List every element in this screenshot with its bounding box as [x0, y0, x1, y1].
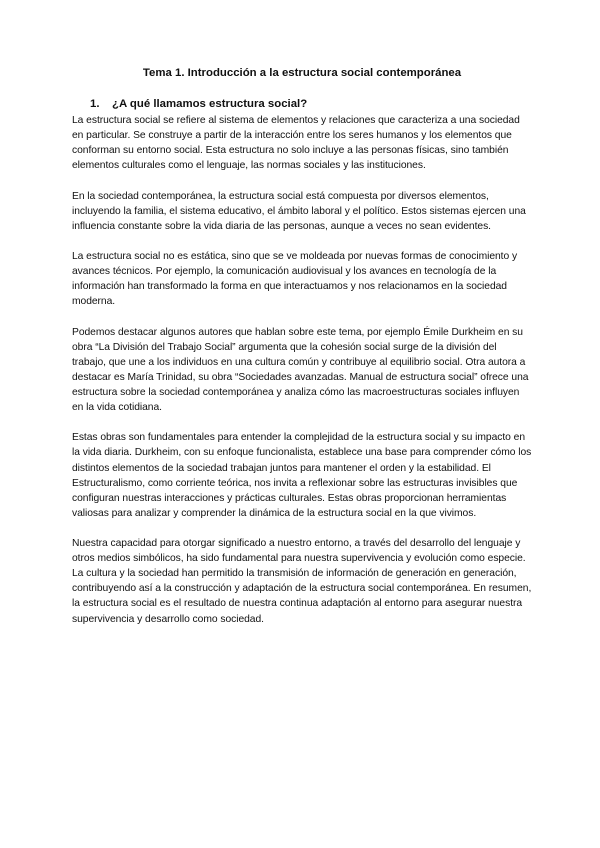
document-page — [72, 66, 532, 642]
paragraph-1: La estructura social se refiere al sistema de elementos y relaciones que caracteriza a una sociedad en particular. Se construye a partir de la interacción entre los seres humanos y los elementos que conforman su entorno social. Esta estructura no solo incluye a las personas físicas, sino también elementos culturales como el lenguaje, las normas sociales y las instituciones. — [72, 115, 520, 172]
paragraph-5: Estas obras son fundamentales para entender la complejidad de la estructura social y su impacto en la vida diaria. Durkheim, con su enfoque funcionalista, establece una base para comprender cómo los distintos elementos de la sociedad trabajan juntos para mantener el orden y la estabilidad. El Estructuralismo, como corriente teórica, nos invita a reflexionar sobre las estructuras invisibles que configuran nuestras interacciones y prácticas culturales. Estas obras proporcionan herramientas valiosas para analizar y comprender la dinámica de la estructura social en la que vivimos. — [72, 432, 532, 519]
document-title: Tema 1. Introducción a la estructura social contemporánea — [142, 67, 462, 79]
paragraph-4: Podemos destacar algunos autores que hablan sobre este tema, por ejemplo Émile Durkheim en su obra “La División del Trabajo Social” argumenta que la cohesión social surge de la división del trabajo, que une a los individuos en una cultura común y contribuye al equilibrio social. Otra autora a destacar es María Trinidad, su obra “Sociedades avanzadas. Manual de estructura social” ofrece una estructura sobre la sociedad contemporánea y analiza cómo las macroestructuras sociales influyen en la vida cotidiana. — [72, 326, 529, 414]
paragraph-6: Nuestra capacidad para otorgar significado a nuestro entorno, a través del desarrollo del lenguaje y otros medios simbólicos, ha sido fundamental para nuestra supervivencia y evolución como especie. La cultura y la sociedad han permitido la transmisión de información de generación en generación, contribuyendo así a la construcción y adaptación de la estructura social contemporánea. En resumen, la estructura social es el resultado de nuestra continua adaptación al entorno para asegurar nuestra supervivencia y desarrollo como sociedad. — [72, 538, 532, 625]
section-heading — [72, 97, 532, 112]
section-heading-text: ¿A qué llamamos estructura social? — [112, 98, 308, 110]
paragraph-2: En la sociedad contemporánea, la estructura social está compuesta por diversos elementos, incluyendo la familia, el sistema educativo, el ámbito laboral y el político. Estos sistemas ejercen una influencia constante sobre la vida diaria de las personas, aunque a veces no sean evidentes. — [72, 190, 526, 232]
section-number: 1. — [90, 98, 100, 110]
paragraph-3: La estructura social no es estática, sino que se ve moldeada por nuevas formas de conocimiento y avances técnicos. Por ejemplo, la comunicación audiovisual y los avances en tecnología de la información han transformado la forma en que interactuamos y nos relacionamos en la sociedad moderna. — [72, 251, 518, 308]
